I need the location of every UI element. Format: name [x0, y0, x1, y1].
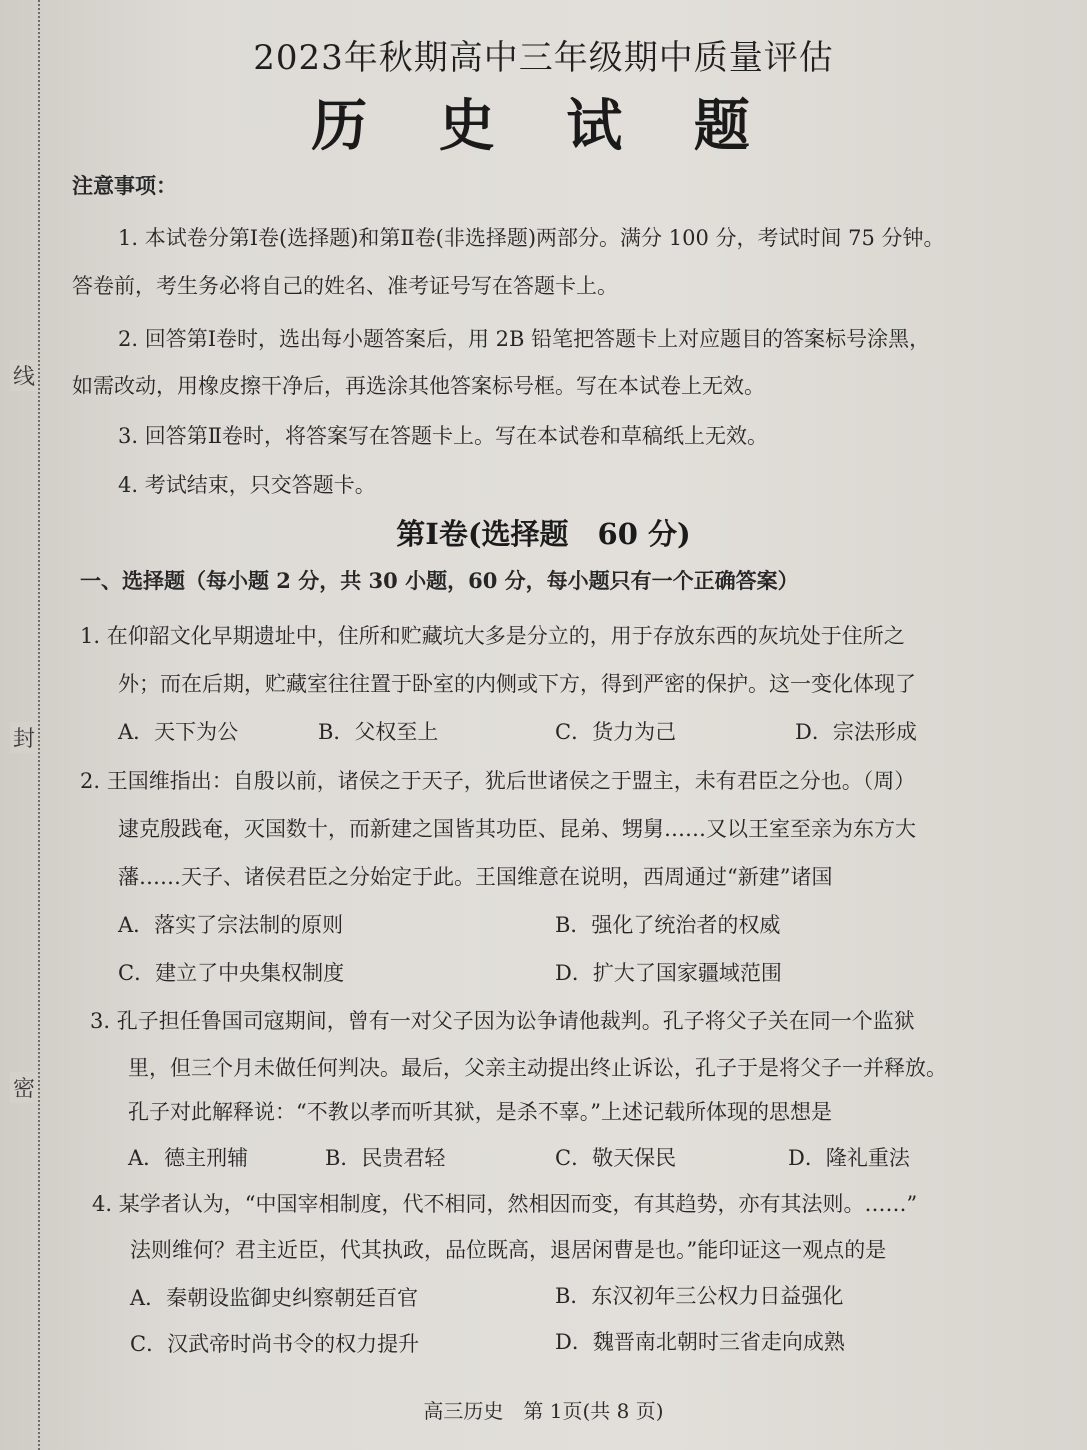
question-4-line: 法则维何？君主近臣，代其执政，品位既高，退居闲曹是也。”能印证这一观点的是: [130, 1238, 887, 1262]
question-1-option-c: C．货力为己: [555, 720, 677, 744]
question-4-option-b: B．东汉初年三公权力日益强化: [555, 1284, 844, 1308]
question-2-option-c: C．建立了中央集权制度: [118, 961, 345, 985]
question-2-option-a: A．落实了宗法制的原则: [118, 913, 344, 937]
question-3-option-a: A．德主刑辅: [128, 1146, 249, 1170]
section-title: 第Ⅰ卷(选择题 60 分): [396, 517, 691, 551]
question-4-option-c: C．汉武帝时尚书令的权力提升: [130, 1332, 420, 1356]
part-heading: 一、选择题（每小题 2 分，共 30 小题，60 分，每小题只有一个正确答案）: [80, 568, 799, 593]
question-2-line: 逮克殷践奄，灭国数十，而新建之国皆其功臣、昆弟、甥舅……又以王室至亲为东方大: [118, 817, 916, 841]
question-1-option-b: B．父权至上: [318, 720, 439, 744]
binding-mark-seal: 封: [10, 722, 38, 753]
question-1-line: 1. 在仰韶文化早期遗址中，住所和贮藏坑大多是分立的，用于存放东西的灰坑处于住所之: [80, 624, 905, 648]
question-3-line: 孔子对此解释说：“不教以孝而听其狱，是杀不辜。”上述记载所体现的思想是: [128, 1100, 832, 1124]
question-4-option-a: A．秦朝设监御史纠察朝廷百官: [130, 1286, 419, 1310]
question-3-option-b: B．民贵君轻: [325, 1146, 446, 1170]
question-4-line: 4. 某学者认为，“中国宰相制度，代不相同，然相因而变，有其趋势，亦有其法则。……”: [92, 1192, 918, 1216]
subject-title: 历 史 试 题: [311, 93, 776, 159]
notice-line: 答卷前，考生务必将自己的姓名、准考证号写在答题卡上。: [72, 274, 618, 298]
notice-line: 2. 回答第Ⅰ卷时，选出每小题答案后，用 2B 铅笔把答题卡上对应题目的答案标号涂黑，: [118, 327, 931, 351]
exam-title: 2023年秋期高中三年级期中质量评估: [253, 38, 834, 78]
question-3-option-c: C．敬天保民: [555, 1146, 677, 1170]
notice-heading: 注意事项：: [72, 173, 177, 198]
question-1-option-d: D．宗法形成: [795, 720, 917, 744]
notice-line: 3. 回答第Ⅱ卷时，将答案写在答题卡上。写在本试卷和草稿纸上无效。: [118, 424, 768, 448]
question-2-line: 2. 王国维指出：自殷以前，诸侯之于天子，犹后世诸侯之于盟主，未有君臣之分也。（周）: [80, 769, 916, 793]
binding-mark-line: 线: [10, 360, 38, 391]
question-2-line: 藩……天子、诸侯君臣之分始定于此。王国维意在说明，西周通过“新建”诸国: [118, 865, 833, 889]
binding-mark-secret: 密: [10, 1072, 38, 1103]
question-2-option-b: B．强化了统治者的权威: [555, 913, 781, 937]
notice-line: 4. 考试结束，只交答题卡。: [118, 473, 376, 497]
question-2-option-d: D．扩大了国家疆域范围: [555, 961, 782, 985]
question-1-option-a: A．天下为公: [118, 720, 239, 744]
question-1-line: 外；而在后期，贮藏室往往置于卧室的内侧或下方，得到严密的保护。这一变化体现了: [118, 672, 916, 696]
question-3-option-d: D．隆礼重法: [788, 1146, 910, 1170]
question-4-option-d: D．魏晋南北朝时三省走向成熟: [555, 1330, 845, 1354]
notice-line: 1. 本试卷分第Ⅰ卷(选择题)和第Ⅱ卷(非选择题)两部分。满分 100 分，考试时间 75 分钟。: [118, 226, 945, 250]
page-footer: 高三历史 第 1页(共 8 页): [423, 1399, 664, 1423]
question-3-line: 里，但三个月未做任何判决。最后，父亲主动提出终止诉讼，孔子于是将父子一并释放。: [128, 1056, 947, 1080]
binding-dotted-line: [38, 0, 40, 1450]
notice-line: 如需改动，用橡皮擦干净后，再选涂其他答案标号框。写在本试卷上无效。: [72, 374, 765, 398]
question-3-line: 3. 孔子担任鲁国司寇期间，曾有一对父子因为讼争请他裁判。孔子将父子关在同一个监狱: [90, 1009, 915, 1033]
